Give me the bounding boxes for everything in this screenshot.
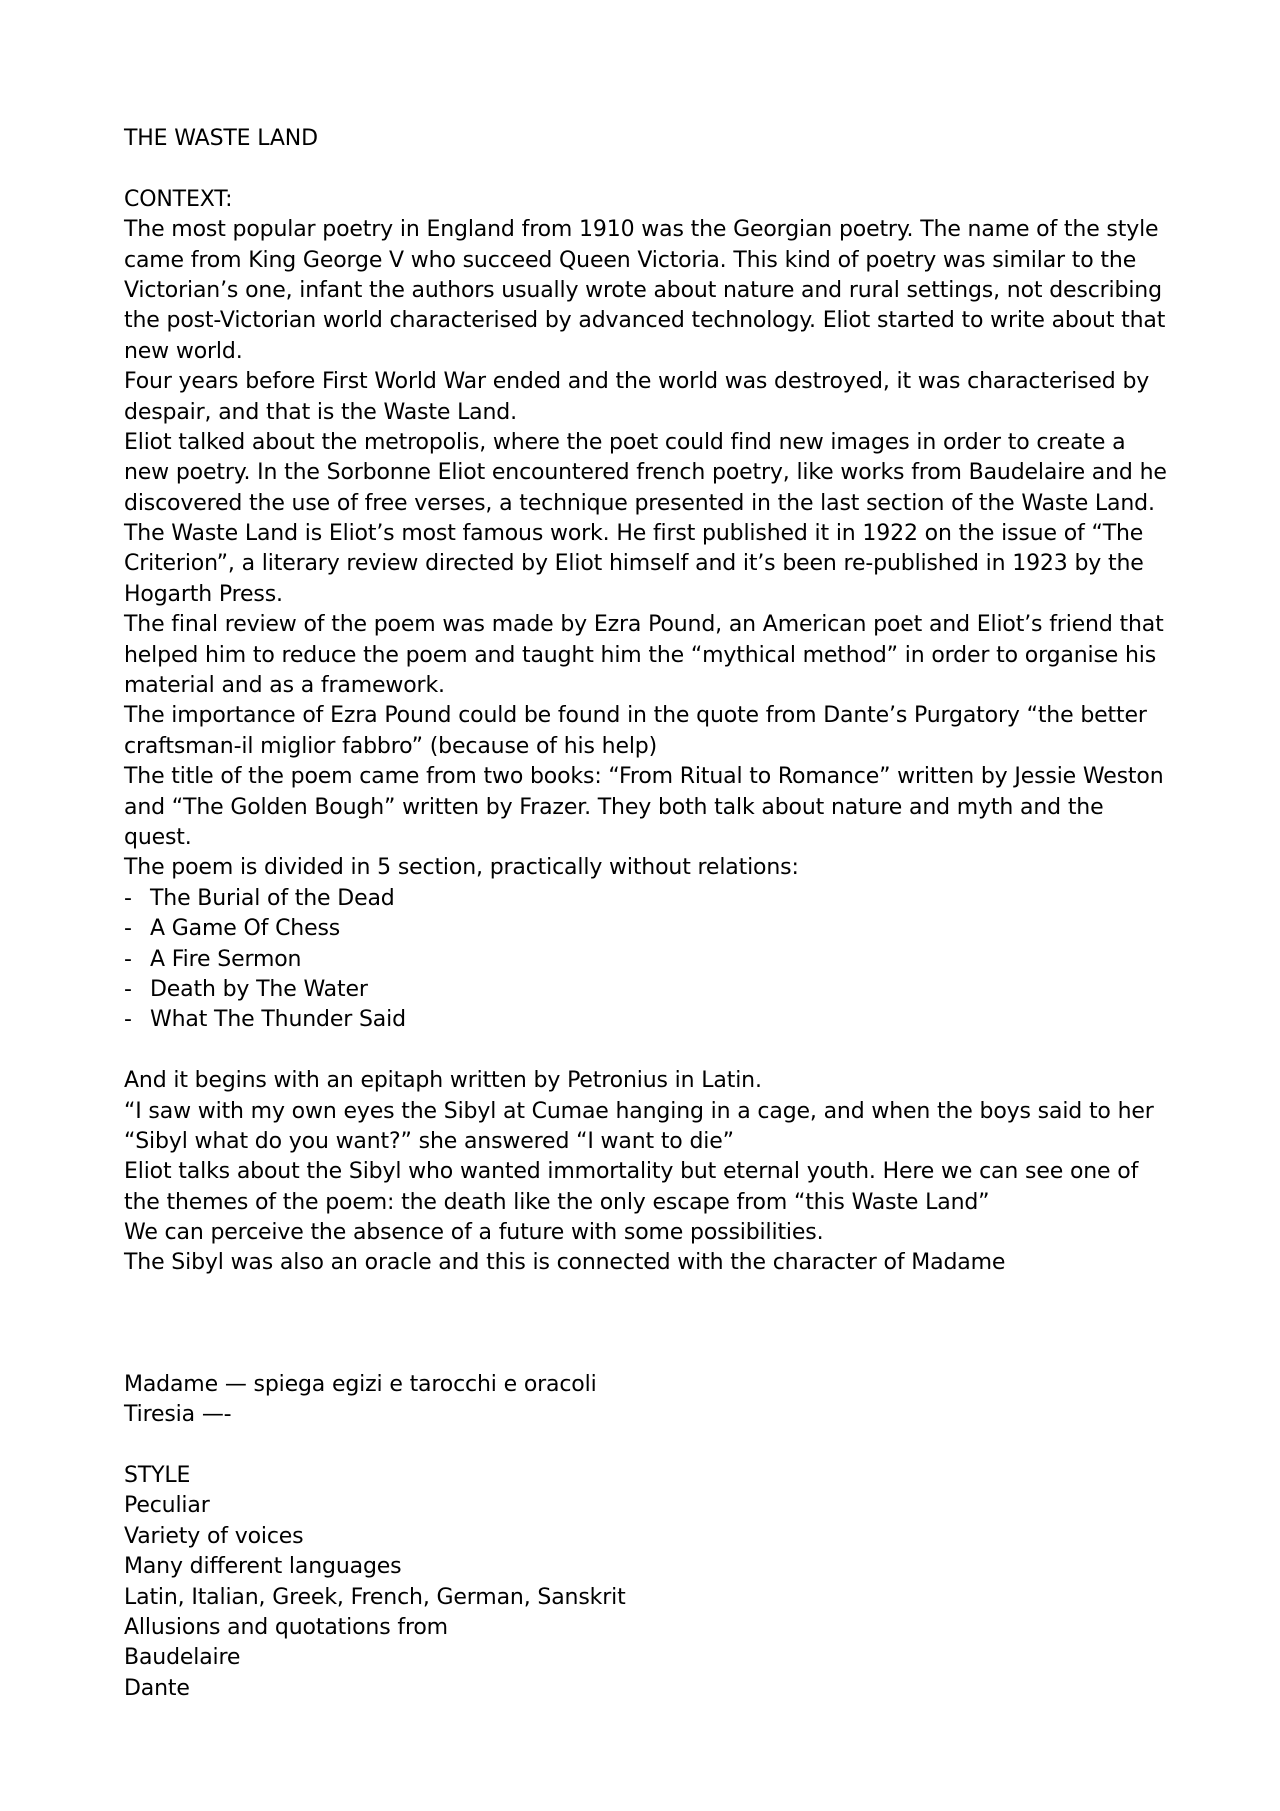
sections-list [124, 884, 1164, 1036]
spacer [124, 1036, 1164, 1066]
context-heading: CONTEXT: [124, 186, 233, 212]
spacer [124, 1431, 1164, 1461]
list-item-text: Death by The Water [150, 976, 368, 1002]
text-line: discovered the use of free verses, a technique presented in the last section of the Waste Land. [124, 490, 1155, 516]
context-paragraphs [124, 215, 1167, 884]
list-dash: - [124, 946, 132, 972]
text-line: The title of the poem came from two books: “From Ritual to Romance” written by Jessie Weston [124, 764, 1164, 790]
text-line: Many different languages [124, 1554, 402, 1580]
text-line: The most popular poetry in England from 1910 was the Georgian poetry. The name of the style [124, 217, 1159, 243]
text-line: The final review of the poem was made by Ezra Pound, an American poet and Eliot’s friend that [124, 612, 1164, 638]
epitaph-paragraphs [124, 1066, 1164, 1279]
text-line: material and as a framework. [124, 673, 445, 699]
text-line: Hogarth Press. [124, 581, 283, 607]
document-title: THE WASTE LAND [124, 126, 318, 151]
text-line: Criterion”, a literary review directed by Eliot himself and it’s been re-published in 1923 by the [124, 551, 1144, 577]
list-item-text: A Game Of Chess [150, 916, 341, 942]
text-line: helped him to reduce the poem and taught him the “mythical method” in order to organise his [124, 642, 1157, 668]
text-line: The importance of Ezra Pound could be found in the quote from Dante’s Purgatory “the better [124, 703, 1147, 729]
text-line: Allusions and quotations from [124, 1614, 448, 1640]
notes [124, 1370, 1164, 1431]
text-line: Four years before First World War ended and the world was destroyed, it was characterised by [124, 369, 1150, 395]
text-line: We can perceive the absence of a future with some possibilities. [124, 1220, 824, 1246]
text-line: The poem is divided in 5 section, practically without relations: [124, 855, 799, 881]
text-line: craftsman-il miglior fabbro” (because of his help) [124, 733, 658, 759]
list-item-text: The Burial of the Dead [150, 885, 395, 911]
text-line: “Sibyl what do you want?” she answered “I want to die” [124, 1128, 734, 1154]
text-line: came from King George V who succeed Queen Victoria. This kind of poetry was similar to the [124, 247, 1137, 273]
list-dash: - [124, 976, 132, 1002]
text-line: Variety of voices [124, 1523, 304, 1549]
text-line: the themes of the poem: the death like the only escape from “this Waste Land” [124, 1189, 990, 1215]
text-line: new world. [124, 338, 243, 364]
list-item [124, 975, 1164, 1005]
text-line: Peculiar [124, 1493, 210, 1519]
text-line: Tiresia —- [124, 1402, 232, 1428]
list-dash: - [124, 916, 132, 942]
text-line: Baudelaire [124, 1645, 241, 1671]
style-list [124, 1491, 1164, 1704]
text-line: Eliot talked about the metropolis, where the poet could find new images in order to create a [124, 429, 1126, 455]
spacer [124, 1279, 1164, 1370]
list-dash: - [124, 885, 132, 911]
text-line: and “The Golden Bough” written by Frazer. They both talk about nature and myth and the [124, 794, 1104, 820]
text-line: Madame — spiega egizi e tarocchi e oracoli [124, 1371, 597, 1397]
style-heading: STYLE [124, 1463, 191, 1489]
text-line: the post-Victorian world characterised by advanced technology. Eliot started to write about that [124, 308, 1166, 334]
list-item-text: What The Thunder Said [150, 1007, 406, 1033]
spacer [124, 154, 1164, 184]
text-line: despair, and that is the Waste Land. [124, 399, 517, 425]
text-line: Latin, Italian, Greek, French, German, Sanskrit [124, 1584, 626, 1610]
document-page [124, 124, 1167, 1704]
list-dash: - [124, 1007, 132, 1033]
text-line: Eliot talks about the Sibyl who wanted immortality but eternal youth. Here we can see one of [124, 1159, 1139, 1185]
text-line: Victorian’s one, infant the authors usually wrote about nature and rural settings, not describing [124, 277, 1162, 303]
list-item [124, 945, 1164, 975]
text-line: new poetry. In the Sorbonne Eliot encountered french poetry, like works from Baudelaire and he [124, 460, 1167, 486]
text-line: The Sibyl was also an oracle and this is connected with the character of Madame [124, 1250, 1006, 1276]
list-item [124, 884, 1164, 914]
list-item [124, 1005, 1164, 1035]
list-item [124, 914, 1164, 944]
text-line: “I saw with my own eyes the Sibyl at Cumae hanging in a cage, and when the boys said to her [124, 1098, 1154, 1124]
text-line: The Waste Land is Eliot’s most famous work. He first published it in 1922 on the issue of “The [124, 521, 1144, 547]
list-item-text: A Fire Sermon [150, 946, 302, 972]
text-line: Dante [124, 1675, 190, 1701]
text-line: And it begins with an epitaph written by Petronius in Latin. [124, 1068, 762, 1094]
text-line: quest. [124, 824, 192, 850]
